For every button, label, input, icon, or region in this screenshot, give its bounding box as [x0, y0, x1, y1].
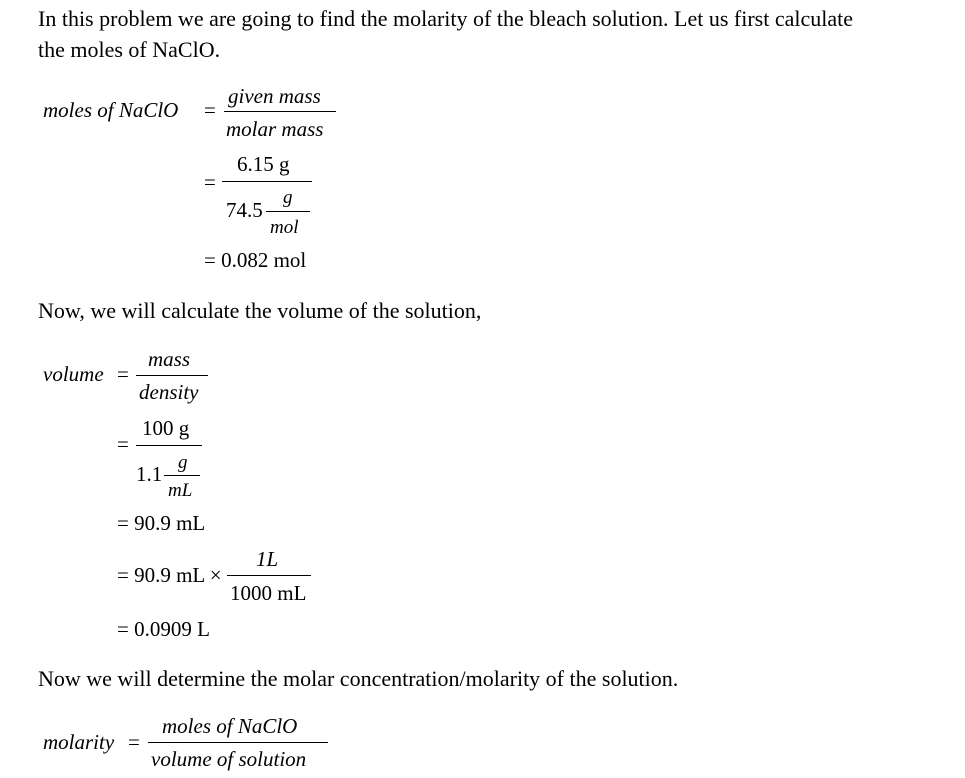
- moles-numerator-2: 6.15 g: [237, 152, 290, 176]
- volume-result-1: = 90.9 mL: [117, 511, 206, 535]
- volume-unit-bar: [164, 475, 200, 476]
- moles-equals-2: =: [204, 170, 216, 194]
- volume-fraction-bar-1: [136, 375, 208, 376]
- volume-intro: Now, we will calculate the volume of the solution,: [38, 298, 482, 323]
- moles-lhs: moles of NaClO: [43, 98, 179, 122]
- molarity-denominator: volume of solution: [151, 747, 307, 771]
- volume-denominator-1: density: [139, 380, 199, 404]
- moles-fraction-bar-2: [222, 181, 312, 182]
- volume-lhs: volume: [43, 362, 104, 386]
- volume-numerator-2: 100 g: [142, 416, 190, 440]
- volume-conversion-denominator: 1000 mL: [230, 581, 307, 605]
- volume-conversion-numerator: 1L: [256, 547, 279, 571]
- moles-den-value: 74.5: [226, 198, 263, 222]
- intro-line-2: the moles of NaClO.: [38, 37, 221, 62]
- moles-equals-1: =: [204, 98, 216, 122]
- molarity-numerator: moles of NaClO: [162, 714, 298, 738]
- molarity-intro: Now we will determine the molar concentration/molarity of the solution.: [38, 666, 679, 691]
- molarity-lhs: molarity: [43, 730, 115, 754]
- volume-equals-1: =: [117, 362, 129, 386]
- molarity-fraction-bar: [148, 742, 328, 743]
- moles-den-unit-num: g: [283, 187, 293, 208]
- volume-den-value: 1.1: [136, 462, 163, 486]
- moles-den-unit-den: mol: [270, 217, 299, 238]
- volume-fraction-bar-2: [136, 445, 202, 446]
- moles-unit-bar: [266, 211, 310, 212]
- volume-result-3: = 0.0909 L: [117, 617, 210, 641]
- moles-denominator-1: molar mass: [226, 117, 324, 141]
- moles-fraction-bar-1: [224, 111, 336, 112]
- volume-equals-2: =: [117, 432, 129, 456]
- intro-line-1: In this problem we are going to find the molarity of the bleach solution. Let us first calculate: [38, 6, 853, 31]
- moles-result: = 0.082 mol: [204, 248, 307, 272]
- volume-conversion-bar: [227, 575, 311, 576]
- volume-result-2: = 90.9 mL ×: [117, 563, 222, 587]
- moles-numerator-1: given mass: [228, 84, 321, 108]
- volume-den-unit-num: g: [178, 452, 188, 473]
- volume-numerator-1: mass: [148, 347, 191, 371]
- molarity-equals: =: [128, 730, 140, 754]
- volume-den-unit-den: mL: [168, 480, 193, 501]
